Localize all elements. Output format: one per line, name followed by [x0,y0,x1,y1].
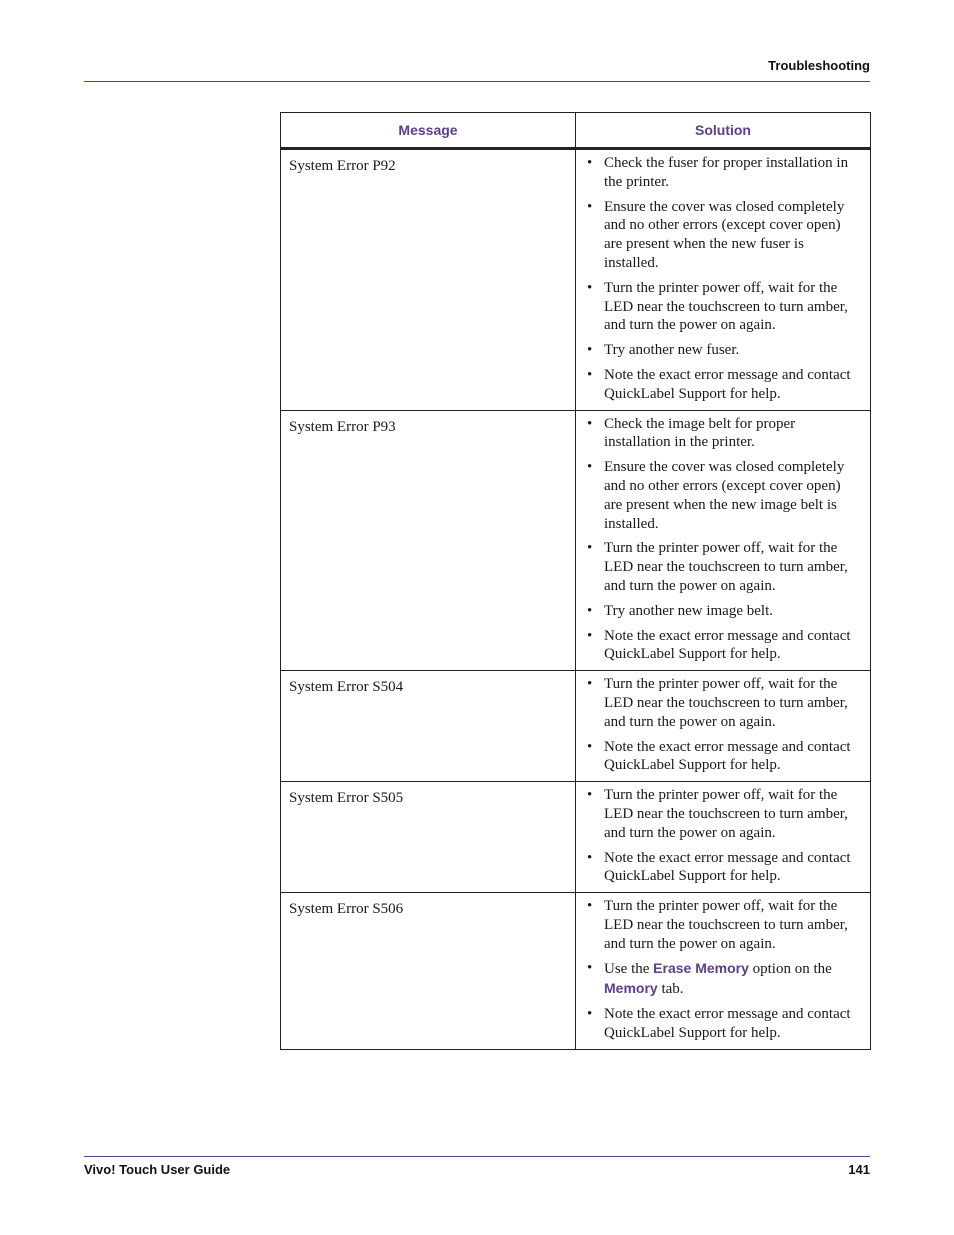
table-row [281,782,871,893]
table-row [281,149,871,411]
table-body [281,149,871,1050]
error-message-cell: System Error P92 [281,149,576,411]
footer-divider [84,1156,870,1157]
solution-cell [576,782,871,893]
solution-item: • Note the exact error message and contact QuickLabel Support for help. [604,849,862,887]
solution-item: • Turn the printer power off, wait for the LED near the touchscreen to turn amber, and turn the power on again. [604,279,862,335]
solution-item [604,959,862,999]
solution-item: • Note the exact error message and contact QuickLabel Support for help. [604,738,862,776]
solution-cell [576,671,871,782]
ui-term-highlight: Memory [604,980,658,997]
table-row [281,671,871,782]
solution-list [604,415,862,665]
solution-cell [576,149,871,411]
header-divider [84,81,870,82]
table-row [281,410,871,671]
footer-guide-title: Vivo! Touch User Guide [84,1162,231,1177]
ui-term-highlight: Erase Memory [653,960,749,977]
solution-cell [576,893,871,1050]
troubleshooting-table [280,112,871,1050]
error-message-cell: System Error S506 [281,893,576,1050]
solution-cell [576,410,871,671]
column-header-solution: Solution [576,113,871,149]
table-header-row [281,113,871,149]
solution-list [604,675,862,775]
solution-text-fragment: tab. [657,981,684,998]
error-message-cell: System Error S504 [281,671,576,782]
solution-item: • Turn the printer power off, wait for the LED near the touchscreen to turn amber, and turn the power on again. [604,786,862,842]
error-message-cell: System Error S505 [281,782,576,893]
error-message-cell: System Error P93 [281,410,576,671]
solution-list [604,897,862,1043]
solution-list [604,786,862,886]
column-header-message: Message [281,113,576,149]
footer-page-number: 141 [848,1162,870,1177]
solution-text-fragment: Use the [604,961,654,978]
solution-item: • Turn the printer power off, wait for the LED near the touchscreen to turn amber, and turn the power on again. [604,675,862,731]
solution-item: • Try another new fuser. [604,341,862,360]
solution-item: • Check the fuser for proper installation in the printer. [604,154,862,192]
solution-item: • Turn the printer power off, wait for the LED near the touchscreen to turn amber, and turn the power on again. [604,897,862,953]
solution-item: • Note the exact error message and contact QuickLabel Support for help. [604,627,862,665]
solution-text-fragment: option on the [748,961,832,978]
solution-item: • Ensure the cover was closed completely and no other errors (except cover open) are present when the new image belt is installed. [604,458,862,533]
solution-item: • Ensure the cover was closed completely and no other errors (except cover open) are present when the new fuser is installed. [604,198,862,273]
solution-item: • Check the image belt for proper installation in the printer. [604,415,862,453]
solution-item: • Note the exact error message and contact QuickLabel Support for help. [604,1005,862,1043]
solution-list [604,154,862,404]
table-row [281,893,871,1050]
running-header-title: Troubleshooting [768,58,870,73]
solution-item: • Try another new image belt. [604,602,862,621]
solution-item: • Note the exact error message and contact QuickLabel Support for help. [604,366,862,404]
solution-item: • Turn the printer power off, wait for the LED near the touchscreen to turn amber, and turn the power on again. [604,539,862,595]
